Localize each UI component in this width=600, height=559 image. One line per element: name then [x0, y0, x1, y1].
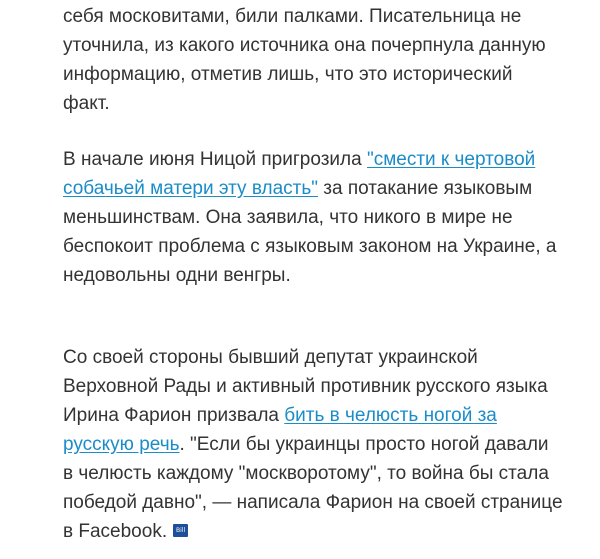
paragraph-text: за потакание языковым меньшинствам. Она заявила, что никого в мире не беспокоит проблема с языковым законом на Украине, а недовольны одни венгры. — [63, 178, 557, 286]
paragraph-text: В начале июня Ницой пригрозила — [63, 149, 367, 170]
quote-link-kick-jaw[interactable]: бить в челюсть ногой за русскую речь — [63, 405, 497, 455]
article-paragraph-2 — [63, 145, 563, 290]
paragraph-text: Со своей стороны бывший депутат украинской Верховной Рады и активный противник русского языка Ирина Фарион призвала — [63, 347, 548, 426]
source-badge-icon[interactable]: Bill — [173, 524, 188, 537]
paragraph-text: себя московитами, били палками. Писательница не уточнила, из какого источника она почерпнула данную информацию, отметив лишь, что это исторический факт. — [63, 6, 546, 114]
article-paragraph-3 — [63, 343, 563, 546]
paragraph-text: . "Если бы украинцы просто ногой давали в челюсть каждому "москворотому", то война бы стала победой давно", — написала Фарион на своей странице в Facebook. — [63, 434, 563, 542]
article-paragraph-1 — [63, 2, 563, 118]
quote-link-sweep-away-power[interactable]: "смести к чертовой собачьей матери эту власть" — [63, 149, 536, 199]
